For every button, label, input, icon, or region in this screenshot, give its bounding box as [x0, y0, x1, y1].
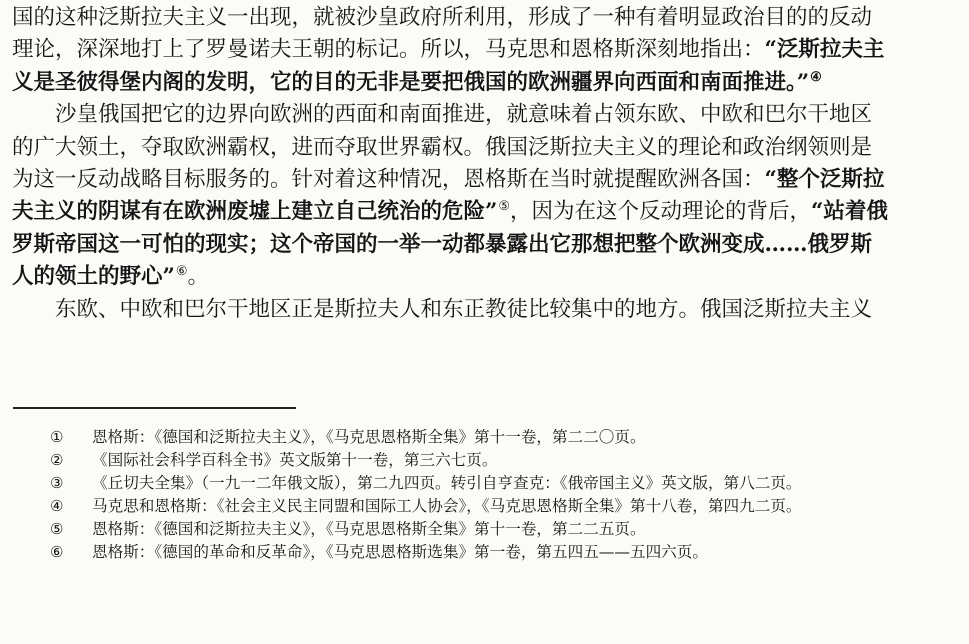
- footnote-item: [50, 426, 955, 448]
- text-line: 罗斯帝国这一可怕的现实；这个帝国的一举一动都暴露出它那想把整个欧洲变成……俄罗斯: [12, 231, 873, 257]
- text-line: 沙皇俄国把它的边界向欧洲的西面和南面推进，就意味着占领东欧、中欧和巴尔干地区: [55, 102, 873, 128]
- quote-bold: “整个泛斯拉: [764, 166, 885, 192]
- footnote-text: 马克思和恩格斯：《社会主义民主同盟和国际工人协会》，《马克思恩格斯全集》第十八卷，第四九二页。: [92, 497, 802, 515]
- footnote-text: 恩格斯：《德国和泛斯拉夫主义》，《马克思恩格斯全集》第十一卷，第二二〇页。: [92, 428, 646, 446]
- footnote-number: ④: [50, 497, 64, 515]
- footnote-number: ③: [50, 474, 64, 492]
- text-line: 为这一反动战略目标服务的。针对着这种情况，恩格斯在当时就提醒欧洲各国：“整个泛斯拉: [12, 166, 885, 192]
- footnote-item: [50, 449, 955, 471]
- footnote-item: [50, 472, 955, 494]
- footnote-number: ⑥: [50, 543, 64, 561]
- text-line: 人的领土的野心”⑥。: [12, 263, 210, 290]
- text-line: 义是圣彼得堡内阁的发明，它的目的无非是要把俄国的欧洲疆界向西面和南面推进。”④: [12, 69, 822, 95]
- footnotes: [50, 426, 955, 564]
- footnote-ref[interactable]: ⑤: [498, 199, 511, 215]
- footnote-text: 《丘切夫全集》（一九一二年俄文版），第二九四页。转引自亨查克：《俄帝国主义》英文版，第八二页。: [92, 474, 802, 492]
- footnote-number: ⑤: [50, 520, 64, 538]
- footnote-item: [50, 541, 955, 563]
- footnote-number: ②: [50, 451, 64, 469]
- footnote-item: [50, 495, 955, 517]
- quote-bold: “泛斯拉夫主: [764, 37, 885, 63]
- footnote-ref[interactable]: ④: [810, 69, 822, 85]
- text-line: 夫主义的阴谋有在欧洲废墟上建立自己统治的危险”⑤，因为在这个反动理论的背后，“站着俄: [12, 199, 888, 225]
- text-line: 理论，深深地打上了罗曼诺夫王朝的标记。所以，马克思和恩格斯深刻地指出：“泛斯拉夫主: [12, 37, 885, 63]
- footnote-text: 《国际社会科学百科全书》英文版第十一卷，第三六七页。: [92, 451, 498, 469]
- footnote-text: 恩格斯：《德国的革命和反革命》，《马克思恩格斯选集》第一卷，第五四五——五四六页。: [92, 543, 708, 561]
- text-line: 的广大领土，夺取欧洲霸权，进而夺取世界霸权。俄国泛斯拉夫主义的理论和政治纲领则是: [12, 134, 873, 160]
- main-text: [12, 2, 957, 326]
- quote-bold: 人的领土的野心”: [12, 264, 175, 290]
- footnote-number: ①: [50, 428, 64, 446]
- text-line: 国的这种泛斯拉夫主义一出现，就被沙皇政府所利用，形成了一种有着明显政治目的的反动: [12, 5, 873, 30]
- text-line: 东欧、中欧和巴尔干地区正是斯拉夫人和东正教徒比较集中的地方。俄国泛斯拉夫主义: [55, 296, 873, 322]
- footnote-item: [50, 518, 955, 540]
- quote-bold: 夫主义的阴谋有在欧洲废墟上建立自己统治的危险”: [12, 199, 498, 225]
- footnote-divider: [13, 407, 296, 409]
- footnote-ref[interactable]: ⑥: [175, 263, 188, 279]
- quote-bold: “站着俄: [811, 199, 888, 225]
- footnote-text: 恩格斯：《德国和泛斯拉夫主义》，《马克思恩格斯全集》第十一卷，第二二五页。: [92, 520, 646, 538]
